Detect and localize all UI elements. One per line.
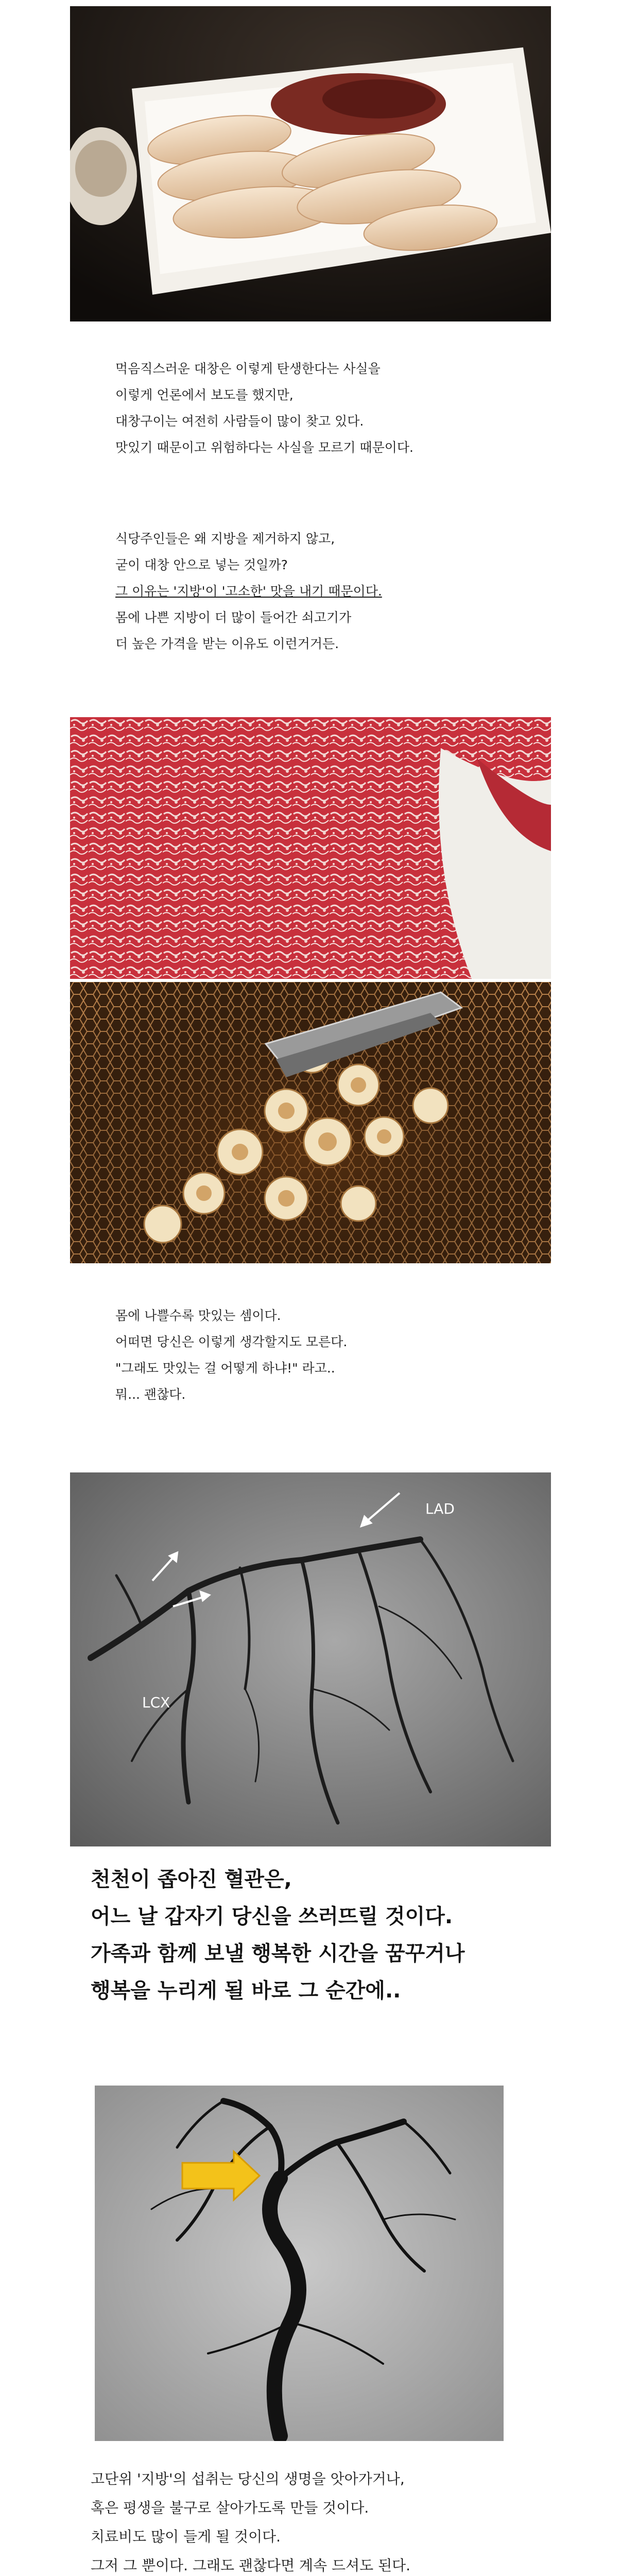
intestine-plate-illustration <box>70 6 551 321</box>
warning-line: 가족과 함께 보낼 행복한 시간을 꿈꾸거나 <box>91 1942 465 1965</box>
carotid-angiogram-image <box>95 2086 504 2441</box>
lad-label: LAD <box>425 1500 455 1517</box>
marbled-beef-illustration <box>70 717 551 979</box>
warning-line: 어느 날 갑자기 당신을 쓰러뜨릴 것이다. <box>91 1905 453 1928</box>
warning-line: 천천이 좁아진 혈관은, <box>91 1868 292 1891</box>
text-line: 그저 그 뿐이다. 그래도 괜찮다면 계속 드셔도 된다. <box>91 2557 411 2574</box>
coronary-angiogram-image <box>70 1472 551 1846</box>
text-line: 식당주인들은 왜 지방을 제거하지 않고, <box>115 531 335 546</box>
text-line: 몸에 나쁜 지방이 더 많이 들어간 쇠고기가 <box>115 610 352 625</box>
grilled-intestines-photo <box>70 982 551 1263</box>
tasty-paragraph <box>115 1302 527 1408</box>
text-line: 어떠면 당신은 이렇게 생각할지도 모른다. <box>115 1334 348 1349</box>
text-line: 고단위 '지방'의 섭취는 당신의 생명을 앗아가거나, <box>91 2470 405 2487</box>
angiogram-illustration <box>70 1472 551 1846</box>
text-line: "그래도 맛있는 걸 어떻게 하냐!" 라고.. <box>115 1361 335 1376</box>
warning-line: 행복을 누리게 될 바로 그 순간에.. <box>91 1979 401 2003</box>
text-line: 굳이 대창 안으로 넣는 것일까? <box>115 557 288 572</box>
intro-paragraph <box>115 355 527 461</box>
intestine-plate-photo <box>70 6 551 321</box>
text-line: 몸에 나쁠수록 맛있는 셈이다. <box>115 1308 281 1323</box>
text-line: 치료비도 많이 들게 될 것이다. <box>91 2528 281 2545</box>
text-line: 더 높은 가격을 받는 이유도 이런거거든. <box>115 636 339 651</box>
grill-illustration <box>70 982 551 1263</box>
text-line: 먹음직스러운 대창은 이렇게 탄생한다는 사실을 <box>115 361 381 376</box>
fat-reason-paragraph <box>115 526 527 657</box>
text-line-underlined: 그 이유는 '지방'이 '고소한' 맛을 내기 때문이다. <box>115 584 382 599</box>
text-line: 뭐... 괜찮다. <box>115 1387 186 1402</box>
text-line: 이렇게 언론에서 보도를 했지만, <box>115 387 294 402</box>
text-line: 혹은 평생을 불구로 살아가도록 만들 것이다. <box>91 2499 369 2516</box>
marbled-beef-photo <box>70 717 551 979</box>
lcx-label: LCX <box>142 1694 170 1711</box>
text-line: 대창구이는 여전히 사람들이 많이 찾고 있다. <box>115 414 364 429</box>
consequence-paragraph <box>91 2465 554 2576</box>
carotid-illustration <box>95 2086 504 2441</box>
warning-paragraph <box>91 1861 554 2009</box>
text-line: 맛있기 때문이고 위험하다는 사실을 모르기 때문이다. <box>115 440 413 455</box>
